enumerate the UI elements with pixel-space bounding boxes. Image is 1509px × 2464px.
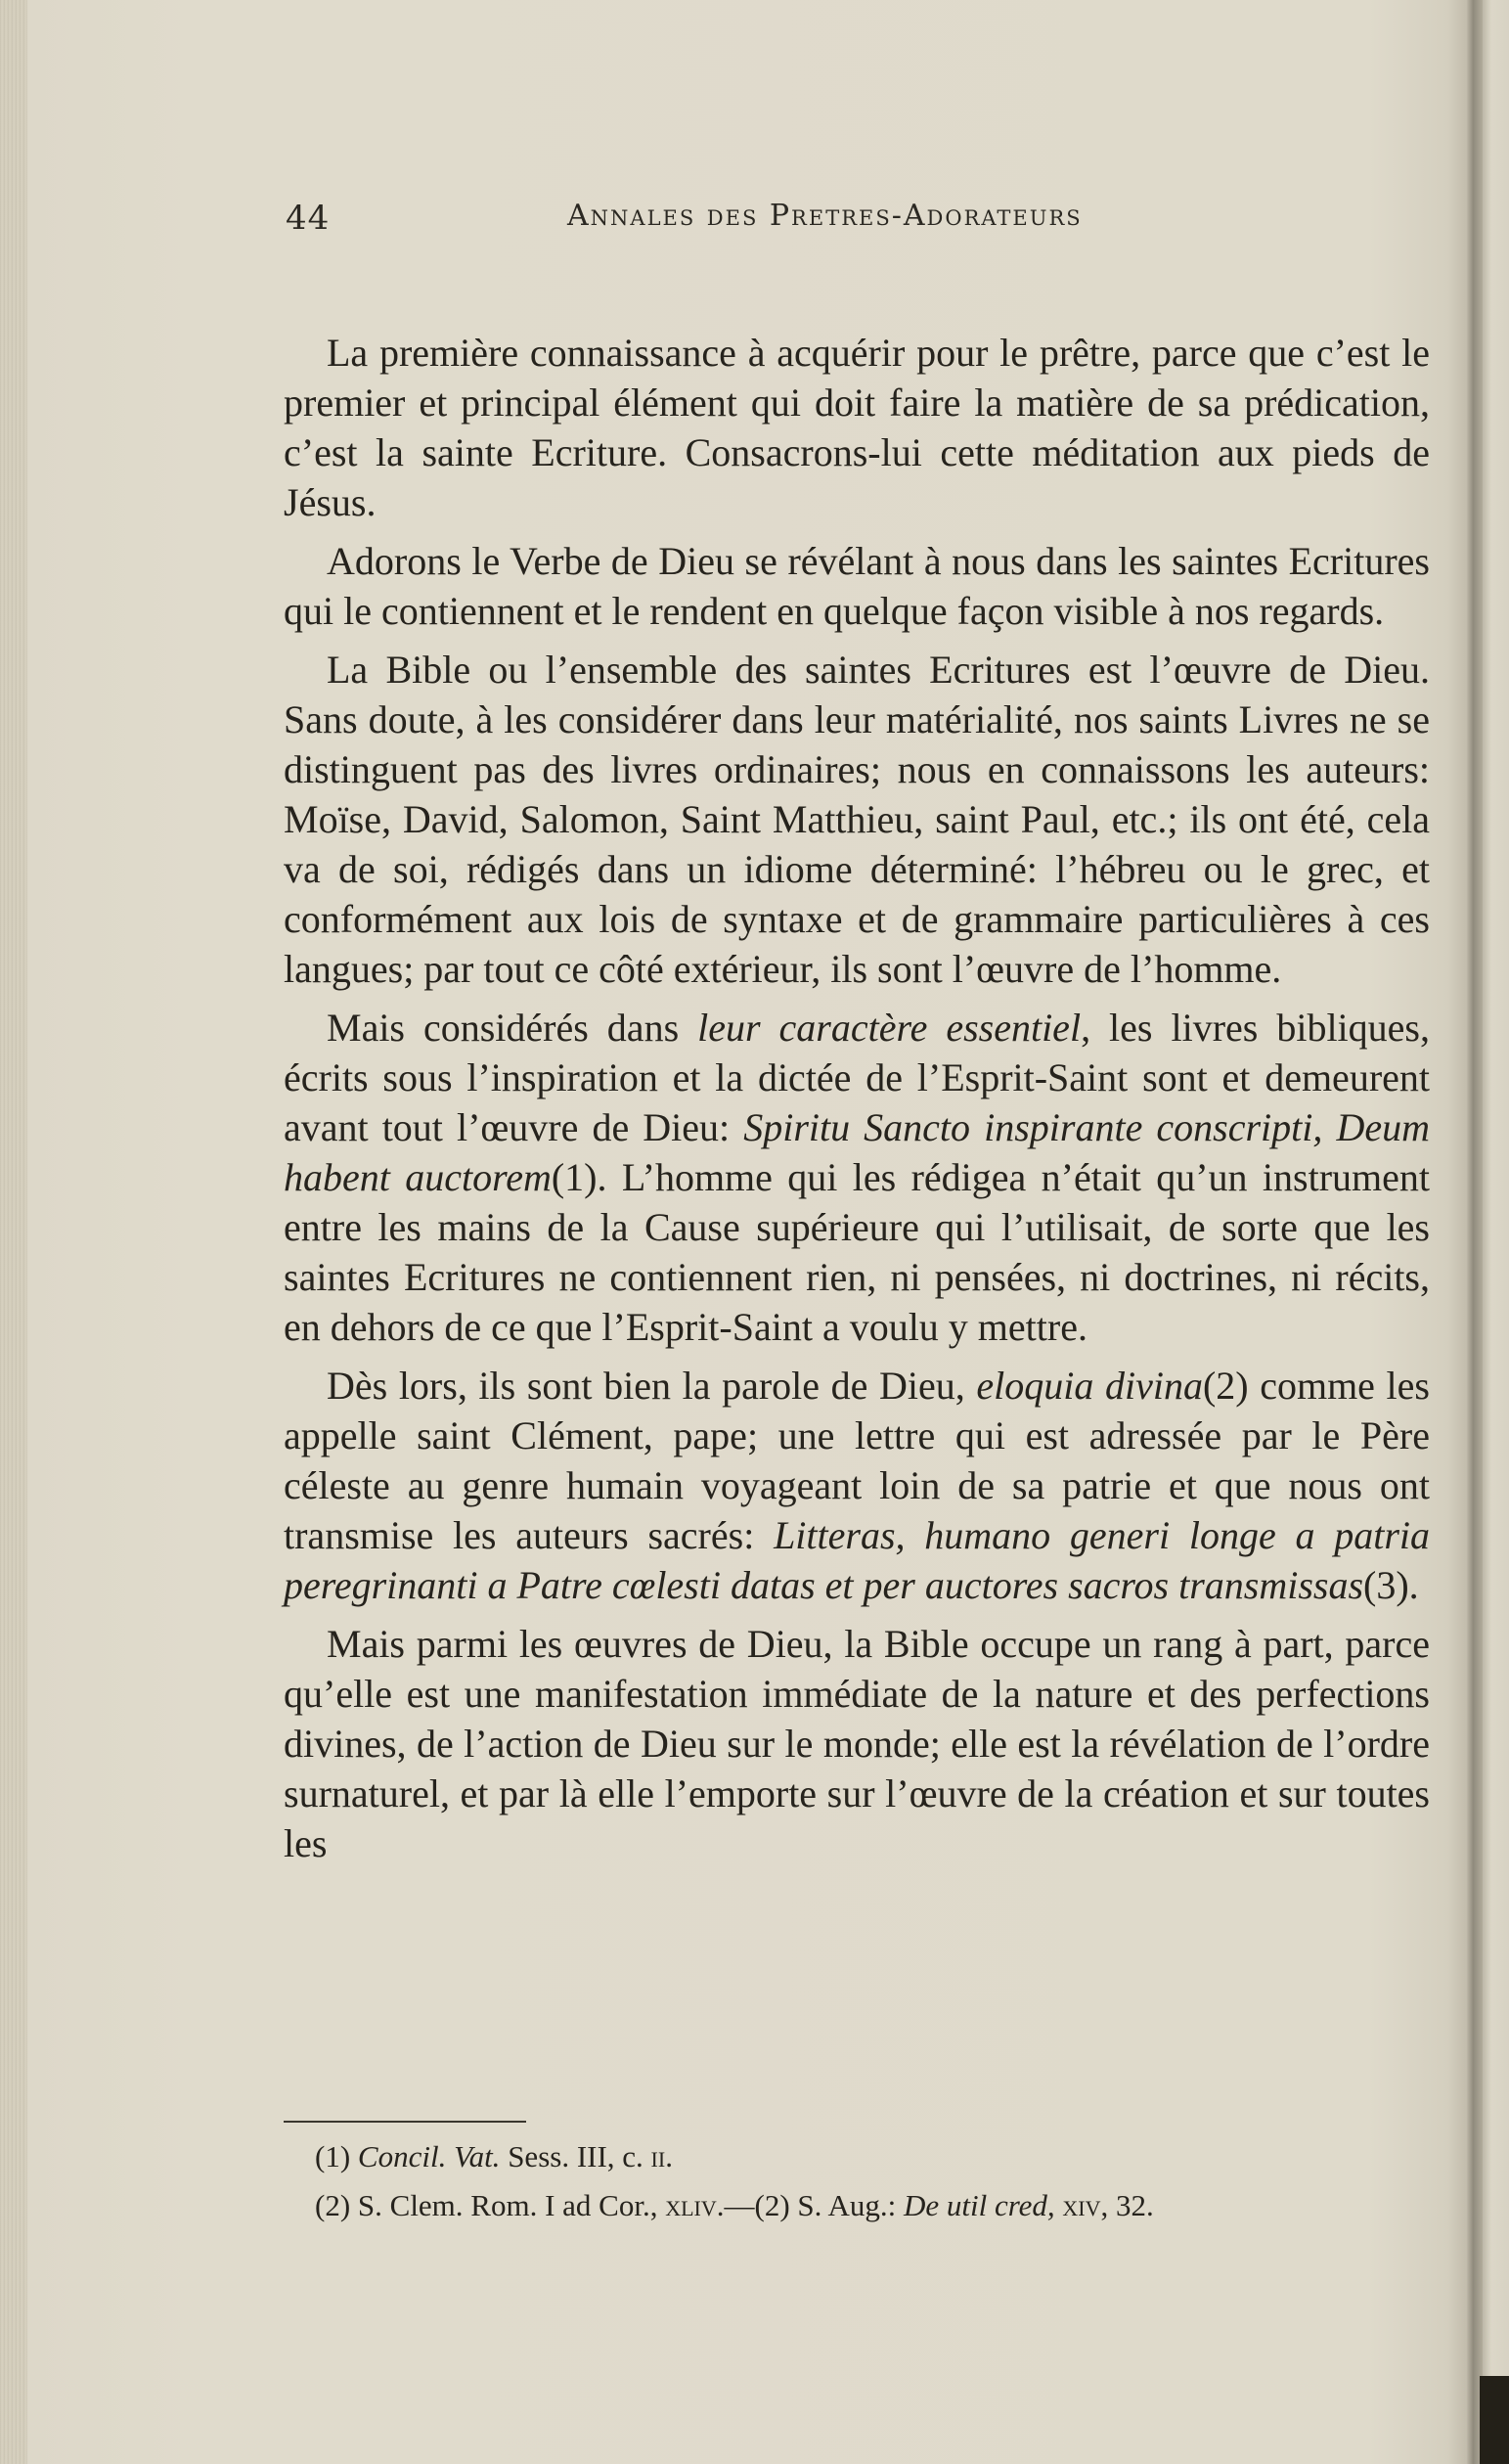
footnote-smallcaps: xliv. bbox=[665, 2188, 725, 2222]
latin-quotation: Spiritu Sancto inspirante conscripti, Deum habent auctorem bbox=[284, 1105, 1430, 1199]
footnotes bbox=[315, 2132, 1430, 2230]
footnote-2 bbox=[315, 2181, 1430, 2230]
paragraph-1: La première connaissance à acquérir pour le prêtre, parce que c’est le premier et principal élément qui doit faire la matière de sa prédication, c’est la sainte Ecriture. Consacrons-lui cette méditation aux pieds de Jésus. bbox=[284, 331, 1430, 524]
scan-background-corner bbox=[1480, 2376, 1509, 2464]
paragraph-6: Mais parmi les œuvres de Dieu, la Bible occupe un rang à part, parce qu’elle est une manifestation immédiate de la nature et des perfections divines, de l’action de Dieu sur le monde; elle est la révélation de l’ordre surnaturel, et par là elle l’emporte sur l’œuvre de la création et sur toutes les bbox=[284, 1622, 1430, 1865]
footnote-text: 32. bbox=[1108, 2188, 1154, 2222]
paragraph-5-text: Dès lors, ils sont bien la parole de Dieu, bbox=[327, 1364, 977, 1408]
footnote-text: (1) bbox=[315, 2139, 358, 2173]
footnote-1 bbox=[315, 2132, 1430, 2181]
paragraph-3: La Bible ou l’ensemble des saintes Ecritures est l’œuvre de Dieu. Sans doute, à les considérer dans leur matérialité, nos saints Livres ne se distinguent pas des livres ordinaires; nous en connaissons les auteurs: Moïse, David, Salomon, Saint Matthieu, saint Paul, etc.; ils ont été, cela va de soi, rédigés dans un idiome déterminé: l’hébreu ou le grec, et conformément aux lois de syntaxe et de grammaire particulières à ces langues; par tout ce côté extérieur, ils sont l’œuvre de l’homme. bbox=[284, 648, 1430, 991]
page-stack-edge bbox=[0, 0, 27, 2464]
paragraph-4-italic: leur caractère essentiel bbox=[697, 1006, 1082, 1050]
latin-quotation: Litteras, humano generi longe a patria peregrinanti a Patre cœlesti datas et per auctores sacros transmissas bbox=[284, 1513, 1430, 1607]
paragraph-2: Adorons le Verbe de Dieu se révélant à nous dans les saintes Ecritures qui le contiennent et le rendent en quelque façon visible à nos regards. bbox=[284, 539, 1430, 633]
paragraph-5 bbox=[284, 1361, 1430, 1610]
footnote-smallcaps: xiv, bbox=[1054, 2188, 1109, 2222]
book-gutter bbox=[1467, 0, 1483, 2464]
footnote-italic: De util cred, bbox=[903, 2188, 1055, 2222]
footnote-text: (2) S. Clem. Rom. I ad Cor., bbox=[315, 2188, 666, 2222]
footnote-text: —(2) S. Aug.: bbox=[724, 2188, 904, 2222]
running-title: Annales des Pretres-Adorateurs bbox=[567, 199, 1083, 233]
latin-phrase: eloquia divina bbox=[976, 1364, 1203, 1408]
body-text bbox=[284, 328, 1430, 1877]
paragraph-4 bbox=[284, 1003, 1430, 1352]
paragraph-4-text: (1). L’homme qui les rédigea n’était qu’un instrument entre les mains de la Cause supérieure qui l’utilisait, de sorte que les saintes Ecritures ne contiennent rien, ni pensées, ni doctrines, ni récits, en dehors de ce que l’Esprit-Saint a voulu y mettre. bbox=[284, 1155, 1430, 1349]
page-header bbox=[0, 199, 1509, 247]
footnote-text: Sess. III, c. bbox=[500, 2139, 651, 2173]
paragraph-4-text: Mais considérés dans bbox=[327, 1006, 698, 1050]
paragraph-5-text: (2) comme les appelle saint Clément, pape; une lettre qui est adressée par le Père céleste au genre humain voyageant loin de sa patrie et que nous ont transmise les auteurs sacrés: bbox=[284, 1364, 1430, 1557]
footnote-smallcaps: ii. bbox=[650, 2139, 673, 2173]
footnote-rule bbox=[284, 2121, 526, 2123]
paragraph-5-text: (3). bbox=[1363, 1563, 1419, 1607]
page-number: 44 bbox=[286, 199, 331, 238]
paragraph-4-text: , les livres bibliques, écrits sous l’inspiration et la dictée de l’Esprit-Saint sont et demeurent avant tout l’œuvre de Dieu: bbox=[284, 1006, 1430, 1149]
footnote-italic: Concil. Vat. bbox=[357, 2139, 501, 2173]
